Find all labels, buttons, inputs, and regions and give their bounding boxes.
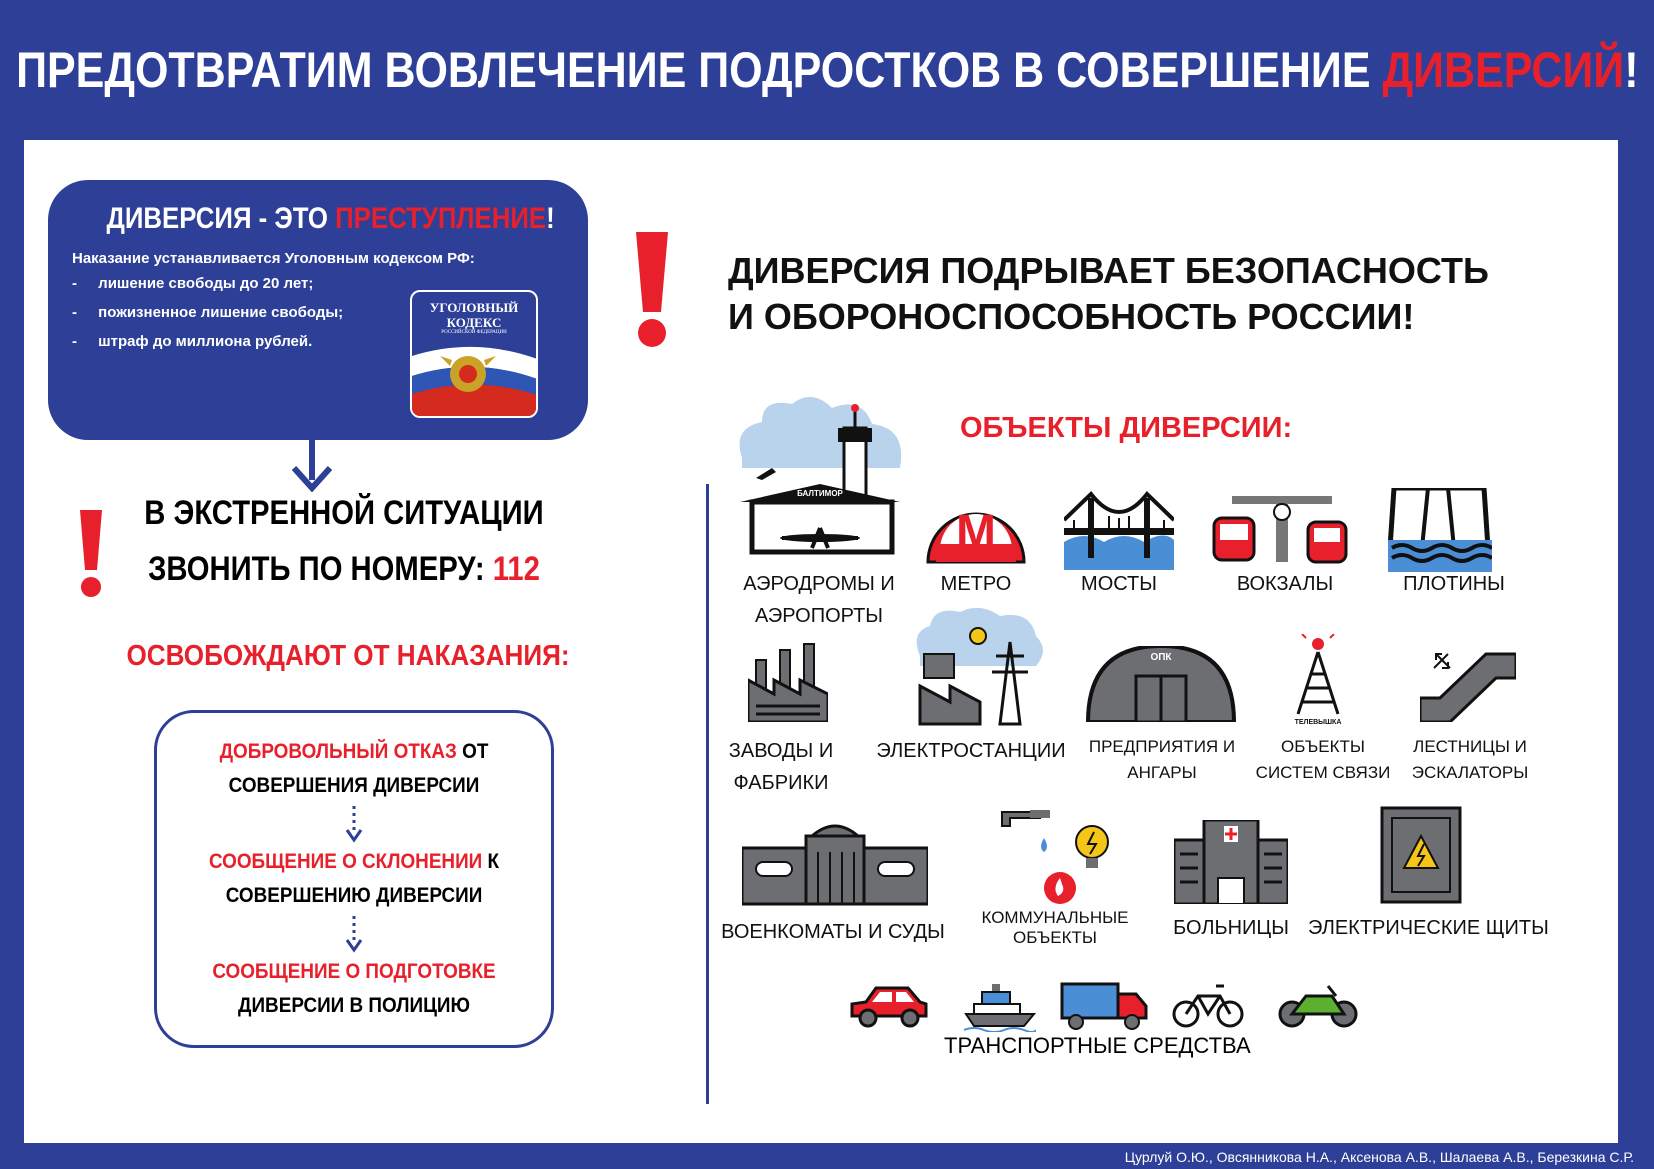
object-factories xyxy=(716,735,846,799)
electrical-panel-icon xyxy=(1380,806,1462,904)
object-stations xyxy=(1220,568,1350,600)
hangar-icon xyxy=(1086,646,1236,722)
crime-box xyxy=(48,180,588,440)
right-title-line2: И ОБОРОНОСПОСОБНОСТЬ РОССИИ! xyxy=(728,296,1415,337)
metro-icon xyxy=(926,484,1026,564)
codex-subtitle: РОССИЙСКОЙ ФЕДЕРАЦИИ xyxy=(441,330,507,335)
object-utilities xyxy=(970,908,1140,948)
object-label: КОММУНАЛЬНЫЕ xyxy=(981,908,1129,927)
object-label: ЭЛЕКТРИЧЕСКИЕ ЩИТЫ xyxy=(1308,917,1549,939)
page-title xyxy=(16,41,1638,99)
object-enterprises xyxy=(1074,734,1250,786)
object-bridges xyxy=(1054,568,1184,600)
crime-title-main: ДИВЕРСИЯ - ЭТО xyxy=(106,202,336,235)
object-dams xyxy=(1384,568,1524,600)
release-box xyxy=(154,710,554,1048)
motorcycle-icon xyxy=(1276,980,1360,1030)
power-station-icon xyxy=(910,606,1046,726)
escalator-icon xyxy=(1420,648,1516,722)
step-rest: ОТ xyxy=(456,740,489,763)
title-accent: ДИВЕРСИЙ xyxy=(1382,42,1624,98)
object-comms xyxy=(1250,734,1396,786)
tv-tower-icon xyxy=(1288,634,1348,730)
crime-title-end: ! xyxy=(546,202,555,235)
title-main: ПРЕДОТВРАТИМ ВОВЛЕЧЕНИЕ ПОДРОСТКОВ В СОВЕРШЕНИЕ xyxy=(15,42,1383,98)
emergency-line2-text: ЗВОНИТЬ ПО НОМЕРУ: xyxy=(148,550,493,588)
release-step-3 xyxy=(177,955,532,989)
airport-icon xyxy=(732,388,912,558)
authors-footer: Цурлуй О.Ю., Овсянникова Н.А., Аксенова А.В., Шалаева А.В., Березкина С.Р. xyxy=(1124,1149,1634,1165)
step-accent: СООБЩЕНИЕ О ПОДГОТОВКЕ xyxy=(212,960,496,983)
object-label: ЗАВОДЫ И xyxy=(728,740,834,762)
object-hospitals xyxy=(1154,912,1308,944)
step-accent: СООБЩЕНИЕ О СКЛОНЕНИИ xyxy=(208,850,483,873)
release-title: ОСВОБОЖДАЮТ ОТ НАКАЗАНИЯ: xyxy=(126,640,570,672)
military-office-icon xyxy=(742,822,928,906)
step-line2: ДИВЕРСИИ В ПОЛИЦИЮ xyxy=(238,994,470,1017)
step-rest: К xyxy=(482,850,500,873)
exclamation-icon xyxy=(632,232,672,352)
dam-icon xyxy=(1388,488,1492,572)
step-accent: ДОБРОВОЛЬНЫЙ ОТКАЗ xyxy=(219,740,457,763)
ship-icon xyxy=(964,982,1036,1032)
codex-title: УГОЛОВНЫЙ КОДЕКС xyxy=(429,300,519,330)
list-item-text: лишение свободы до 20 лет; xyxy=(98,275,314,292)
object-label: МЕТРО xyxy=(940,573,1012,595)
right-title-line1: ДИВЕРСИЯ ПОДРЫВАЕТ БЕЗОПАСНОСТЬ xyxy=(728,250,1489,291)
bicycle-icon xyxy=(1172,982,1244,1030)
object-airports xyxy=(724,568,914,632)
object-label: МОСТЫ xyxy=(1081,573,1157,595)
emergency-call xyxy=(138,485,551,597)
object-label: АЭРОПОРТЫ xyxy=(754,605,884,627)
title-end: ! xyxy=(1623,42,1639,98)
factory-icon xyxy=(748,640,828,722)
hangar-sign: ОПК xyxy=(1150,652,1172,663)
object-label: ВОЕНКОМАТЫ И СУДЫ xyxy=(721,921,945,943)
transport-label: ТРАНСПОРТНЫЕ СРЕДСТВА xyxy=(944,1033,1251,1058)
train-station-icon xyxy=(1212,492,1348,572)
object-label: ФАБРИКИ xyxy=(733,772,829,794)
step-line2: СОВЕРШЕНИЮ ДИВЕРСИИ xyxy=(225,884,483,907)
crime-title xyxy=(106,202,555,236)
step-line2: СОВЕРШЕНИЯ ДИВЕРСИИ xyxy=(228,774,480,797)
object-military xyxy=(718,916,948,948)
hospital-icon xyxy=(1174,820,1288,904)
object-label: АНГАРЫ xyxy=(1127,763,1197,782)
emergency-line1: В ЭКСТРЕННОЙ СИТУАЦИИ xyxy=(144,494,544,532)
emergency-line2 xyxy=(138,541,551,597)
object-label: ПЛОТИНЫ xyxy=(1403,573,1505,595)
object-label: ОБЪЕКТЫ xyxy=(1281,737,1365,756)
criminal-code-book-icon xyxy=(410,290,538,418)
tower-sign: ТЕЛЕВЫШКА xyxy=(1294,719,1342,726)
object-label: ОБЪЕКТЫ xyxy=(1013,928,1097,947)
object-label: СИСТЕМ СВЯЗИ xyxy=(1255,763,1391,782)
right-title xyxy=(728,248,1489,340)
object-label: БОЛЬНИЦЫ xyxy=(1173,917,1289,939)
emergency-number: 112 xyxy=(492,550,540,588)
objects-title: ОБЪЕКТЫ ДИВЕРСИИ: xyxy=(960,412,1293,444)
dotted-arrow-icon xyxy=(157,913,551,955)
car-icon xyxy=(848,982,930,1030)
object-panels xyxy=(1308,912,1549,944)
truck-icon xyxy=(1060,982,1148,1032)
divider xyxy=(706,484,709,1104)
object-label: ЭЛЕКТРОСТАНЦИИ xyxy=(876,740,1066,762)
object-label: ВОКЗАЛЫ xyxy=(1236,573,1334,595)
bridge-icon xyxy=(1064,490,1174,570)
list-item: - штраф до миллиона рублей. xyxy=(72,333,313,350)
release-step-2 xyxy=(177,845,532,879)
utilities-icon xyxy=(1000,806,1112,906)
punishment-subtitle: Наказание устанавливается Уголовным кодексом РФ: xyxy=(72,250,475,267)
object-stairs xyxy=(1400,734,1540,786)
object-label: АЭРОДРОМЫ И xyxy=(743,573,895,595)
list-item: - лишение свободы до 20 лет; xyxy=(72,275,314,292)
dotted-arrow-icon xyxy=(157,803,551,845)
object-label: ЭСКАЛАТОРЫ xyxy=(1411,763,1529,782)
object-metro xyxy=(916,568,1036,600)
exclamation-icon xyxy=(76,510,106,600)
crime-title-accent: ПРЕСТУПЛЕНИЕ xyxy=(335,202,547,235)
list-item-text: штраф до миллиона рублей. xyxy=(98,333,313,350)
release-step-1 xyxy=(177,735,532,769)
content-panel xyxy=(24,140,1618,1143)
object-power xyxy=(866,735,1076,767)
list-item-text: пожизненное лишение свободы; xyxy=(98,304,344,321)
header xyxy=(0,0,1654,140)
metro-letter: М xyxy=(956,506,996,559)
airport-sign: БАЛТИМОР xyxy=(797,489,843,498)
object-label: ПРЕДПРИЯТИЯ И xyxy=(1088,737,1236,756)
object-label: ЛЕСТНИЦЫ И xyxy=(1413,737,1527,756)
list-item: - пожизненное лишение свободы; xyxy=(72,304,344,321)
